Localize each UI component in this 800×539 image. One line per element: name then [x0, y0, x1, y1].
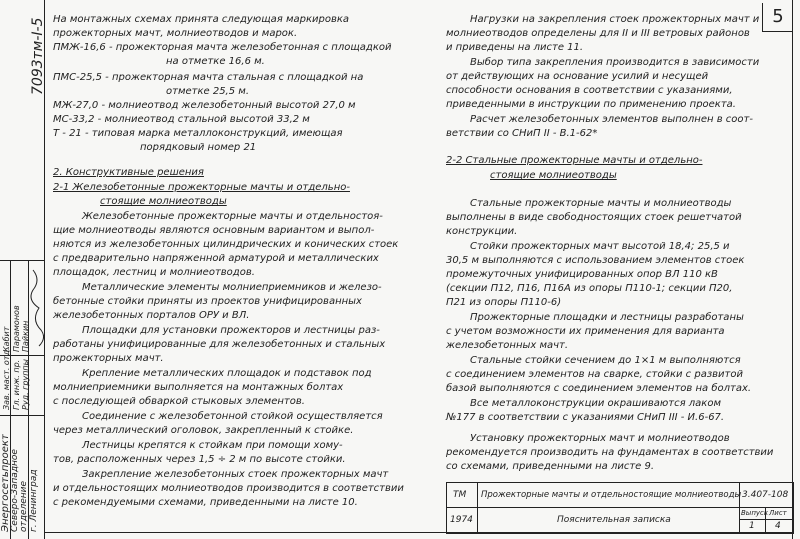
- text-line: прожекторных мачт.: [53, 353, 164, 364]
- page-number: 5: [762, 3, 793, 32]
- subsection-title: 2-2 Стальные прожекторные мачты и отдельно-: [446, 155, 703, 166]
- text-line: площадок, лестниц и молниеотводов.: [53, 267, 255, 278]
- signature-role: Гл. инж. пр.: [12, 359, 21, 410]
- stamp-divider: [0, 415, 44, 416]
- text-line: Металлические элементы молниеприемников и железо-: [82, 282, 382, 293]
- text-line: Стальные стойки сечением до 1×1 м выполняются: [470, 355, 741, 366]
- text-line: через металлический оголовок, закрепленный к стойке.: [53, 425, 354, 436]
- text-line: МЖ-27,0 - молниеотвод железобетонный высотой 27,0 м: [53, 100, 356, 111]
- section-title: 2. Конструктивные решения: [53, 167, 204, 178]
- text-line: с учетом возможности их применения для варианта: [446, 326, 725, 337]
- text-line: молниеотводов определены для II и III ветровых районов: [446, 28, 750, 39]
- text-line: ПМС-25,5 - прожекторная мачта стальная с площадкой на: [53, 72, 364, 83]
- org-stamp-line: г. Ленинград: [29, 469, 39, 532]
- signature-role: Руд. группы: [21, 359, 30, 410]
- text-line: Закрепление железобетонных стоек прожекторных мачт: [82, 469, 389, 480]
- text-line: ПМЖ-16,6 - прожекторная мачта железобетонная с площадкой: [53, 42, 392, 53]
- text-line: железобетонных порталов ОРУ и ВЛ.: [53, 310, 250, 321]
- text-line: Стойки прожекторных мачт высотой 18,4; 25,5 и: [470, 241, 730, 252]
- title-block-title: Прожекторные мачты и отдельностоящие молниеотводы: [481, 490, 742, 500]
- org-stamp-line: Северо-Западное: [10, 449, 20, 532]
- title-block: [446, 482, 794, 534]
- subsection-title: стоящие молниеотводы: [490, 170, 617, 181]
- issue-value: 1: [749, 521, 755, 531]
- text-line: порядковый номер 21: [140, 142, 257, 153]
- title-block-doc-type: Пояснительная записка: [557, 515, 671, 525]
- text-line: №177 в соответствии с указаниями СНиП III - И.6-67.: [446, 412, 725, 423]
- subsection-title: стоящие молниеотводы: [100, 196, 227, 207]
- title-block-dept: ТМ: [453, 490, 467, 500]
- text-line: базой выполняются с соединением элементов на болтах.: [446, 383, 752, 394]
- text-line: на отметке 16,6 м.: [166, 56, 265, 67]
- signature-role: Зав. маст. отд.: [2, 347, 11, 410]
- title-block-code: 3.407-108: [742, 490, 789, 500]
- text-line: с рекомендуемыми схемами, приведенными на листе 10.: [53, 497, 358, 508]
- org-stamp-line: отделение: [19, 480, 29, 532]
- text-line: выполнены в виде свободностоящих стоек решетчатой: [446, 212, 742, 223]
- text-line: со схемами, приведенными на листе 9.: [446, 461, 655, 472]
- text-line: щие молниеотводы являются основным вариантом и выпол-: [53, 225, 375, 236]
- text-line: Крепление металлических площадок и подставок под: [82, 368, 372, 379]
- right-frame-line: [792, 0, 793, 539]
- stamp-divider: [0, 260, 44, 261]
- issue-label: Выпуск: [741, 509, 769, 517]
- text-line: железобетонных мачт.: [446, 340, 569, 351]
- text-line: тов, расположенных через 1,5 ÷ 2 м по высоте стойки.: [53, 454, 346, 465]
- org-stamp-line: Энергосетьпроект: [0, 434, 11, 532]
- text-line: Нагрузки на закрепления стоек прожекторных мачт и: [470, 14, 760, 25]
- text-line: рекомендуется производить на фундаментах в соответствии: [446, 447, 774, 458]
- text-line: Железобетонные прожекторные мачты и отдельностоя-: [82, 211, 383, 222]
- text-line: МС-33,2 - молниеотвод стальной высотой 33,2 м: [53, 114, 310, 125]
- text-line: с предварительно напряженной арматурой и металлических: [53, 253, 379, 264]
- subsection-title: 2-1 Железобетонные прожекторные мачты и отдельно-: [53, 182, 350, 193]
- text-line: Т - 21 - типовая марка металлоконструкций, имеющая: [53, 128, 343, 139]
- signature-name: Пайкин: [21, 320, 30, 352]
- text-line: Установку прожекторных мачт и молниеотводов: [470, 433, 730, 444]
- text-line: няются из железобетонных цилиндрических и конических стоек: [53, 239, 399, 250]
- text-line: молниеприемники выполняется на монтажных болтах: [53, 382, 344, 393]
- text-line: Стальные прожекторные мачты и молниеотводы: [470, 198, 732, 209]
- text-line: ветствии со СНиП II - В.1-62*: [446, 128, 598, 139]
- text-line: прожекторных мачт, молниеотводов и марок.: [53, 28, 298, 39]
- sheet-label: Лист: [769, 509, 787, 517]
- text-line: П21 из опоры П110-6): [446, 297, 562, 308]
- text-line: способности основания в соответствии с указаниями,: [446, 85, 733, 96]
- text-line: с соединением элементов на сварке, стойки с развитой: [446, 369, 743, 380]
- text-line: конструкции.: [446, 226, 518, 237]
- signature-scribbles: [30, 265, 44, 350]
- signature-name: Парамонов: [12, 305, 21, 352]
- text-line: отметке 25,5 м.: [166, 86, 250, 97]
- text-line: Прожекторные площадки и лестницы разработаны: [470, 312, 744, 323]
- text-line: На монтажных схемах принята следующая маркировка: [53, 14, 350, 25]
- text-line: Лестницы крепятся к стойкам при помощи хому-: [82, 440, 343, 451]
- text-line: и приведены на листе 11.: [446, 42, 584, 53]
- text-line: Все металлоконструкции окрашиваются лаком: [470, 398, 722, 409]
- title-block-year: 1974: [450, 515, 473, 525]
- text-line: бетонные стойки приняты из проектов унифицированных: [53, 296, 362, 307]
- text-line: Площадки для установки прожекторов и лестницы раз-: [82, 325, 380, 336]
- text-line: приведенными в инструкции по применению проекта.: [446, 99, 736, 110]
- text-line: промежуточных унифицированных опор ВЛ 110 кВ: [446, 269, 718, 280]
- text-line: от действующих на основание усилий и несущей: [446, 71, 709, 82]
- text-line: с последующей обваркой стыковых элементов.: [53, 396, 305, 407]
- text-line: (секции П12, П16, П16А из опоры П110-1; секции П20,: [446, 283, 733, 294]
- text-line: работаны унифицированные для железобетонных и стальных: [53, 339, 386, 350]
- text-line: Соединение с железобетонной стойкой осуществляется: [82, 411, 383, 422]
- text-line: 30,5 м выполняются с использованием элементов стоек: [446, 255, 745, 266]
- sheet-value: 4: [775, 521, 781, 531]
- signature-name: Кабит: [2, 326, 11, 352]
- text-line: Выбор типа закрепления производится в зависимости: [470, 57, 760, 68]
- text-line: Расчет железобетонных элементов выполнен в соот-: [470, 114, 753, 125]
- side-document-code: 7093тм-I-5: [30, 17, 46, 95]
- text-line: и отдельностоящих молниеотводов производится в соответствии: [53, 483, 404, 494]
